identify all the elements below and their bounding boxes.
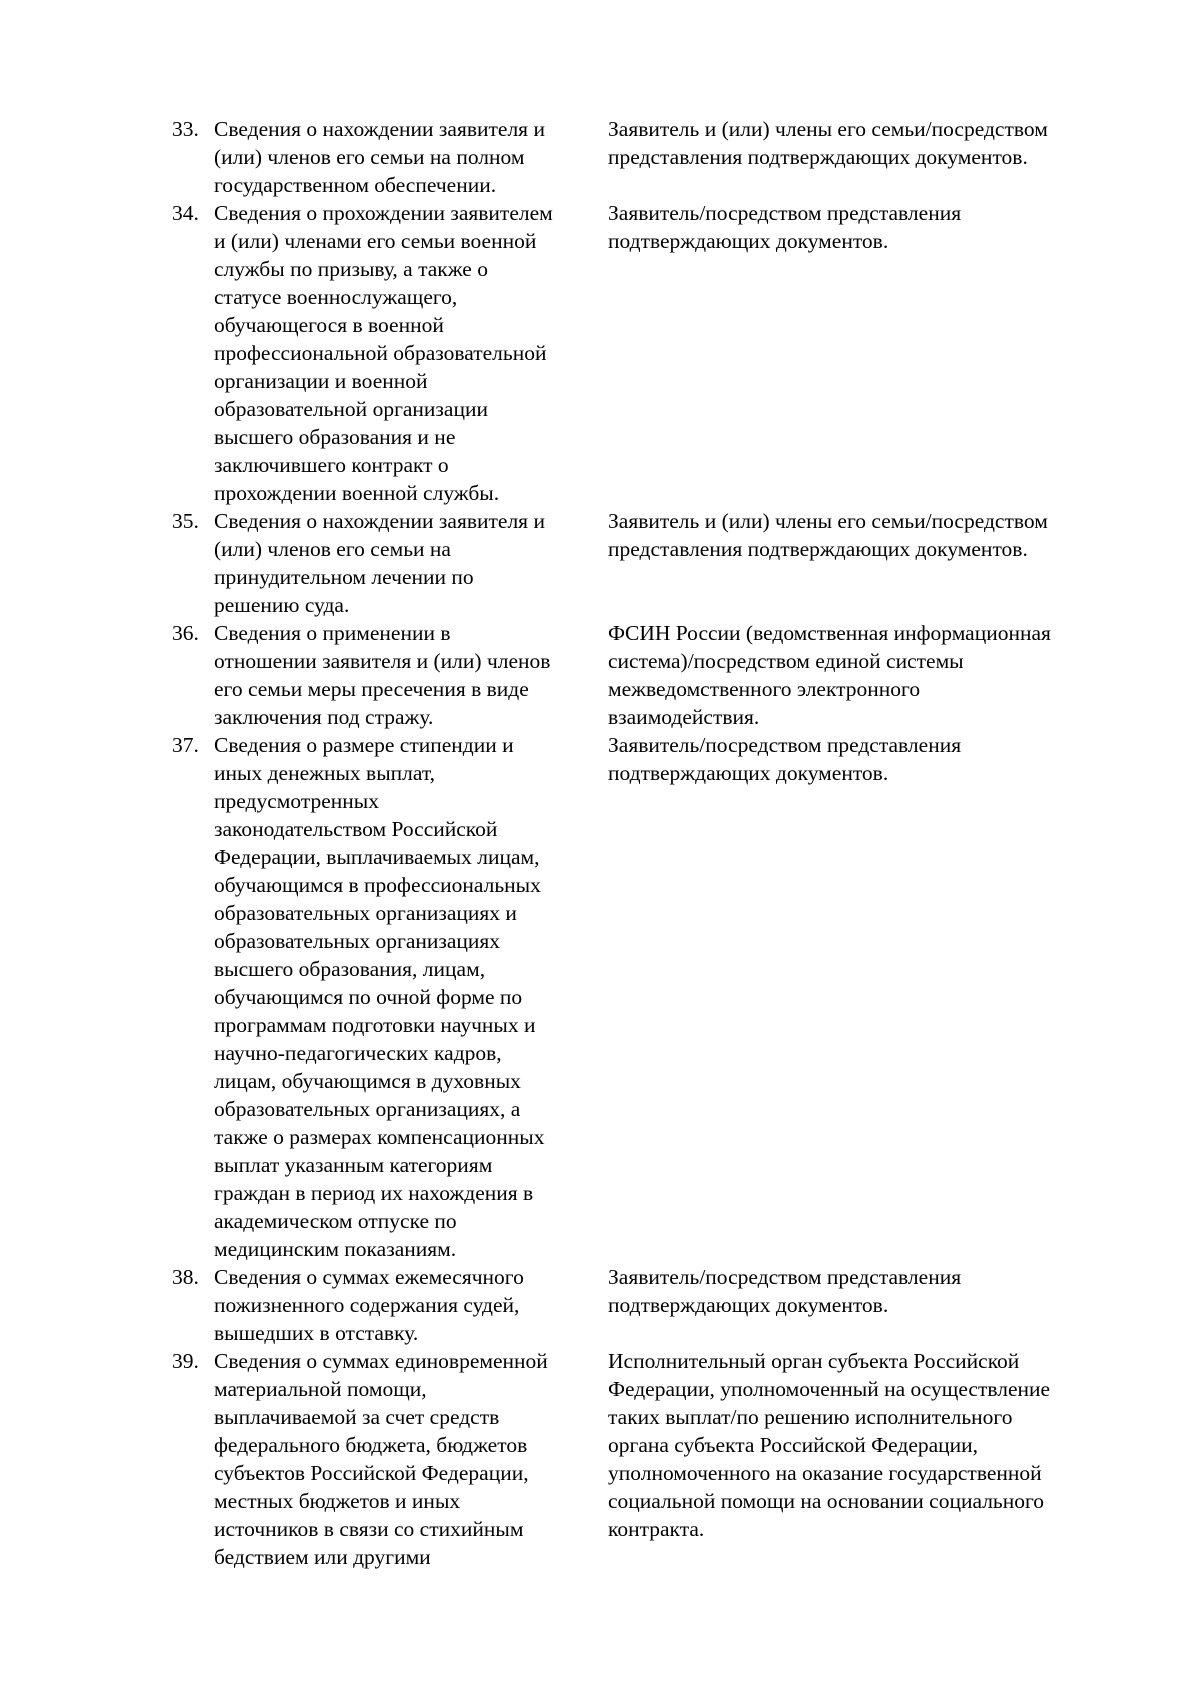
- description-line: законодательством Российской: [214, 817, 498, 841]
- description-line: отношении заявителя и (или) членов: [214, 649, 551, 673]
- description-line: организации и военной: [214, 369, 428, 393]
- description-line: субъектов Российской Федерации,: [214, 1461, 529, 1485]
- item-description: [214, 619, 608, 731]
- item-number: 35.: [172, 509, 199, 533]
- description-line: высшего образования и не: [214, 425, 456, 449]
- source-line: Заявитель/посредством представления: [608, 1265, 962, 1289]
- description-line: Федерации, выплачиваемых лицам,: [214, 845, 540, 869]
- source-line: Заявитель и (или) члены его семьи/посредством: [608, 117, 1048, 141]
- description-line: вышедших в отставку.: [214, 1321, 419, 1345]
- item-number: 38.: [172, 1265, 199, 1289]
- item-source: [608, 731, 1104, 787]
- description-line: Сведения о размере стипендии и: [214, 733, 514, 757]
- source-line: Исполнительный орган субъекта Российской: [608, 1349, 1020, 1373]
- table-row: [172, 115, 1112, 199]
- description-line: Сведения о суммах ежемесячного: [214, 1265, 524, 1289]
- item-description: [214, 1347, 608, 1571]
- source-line: подтверждающих документов.: [608, 229, 889, 253]
- description-line: решению суда.: [214, 593, 350, 617]
- description-line: лицам, обучающимся в духовных: [214, 1069, 521, 1093]
- source-line: представления подтверждающих документов.: [608, 537, 1028, 561]
- source-line: контракта.: [608, 1517, 705, 1541]
- description-line: государственном обеспечении.: [214, 173, 497, 197]
- source-line: межведомственного электронного: [608, 677, 921, 701]
- table-row: [172, 507, 1112, 619]
- description-line: профессиональной образовательной: [214, 341, 547, 365]
- item-source: [608, 507, 1104, 563]
- description-line: Сведения о нахождении заявителя и: [214, 117, 545, 141]
- description-line: (или) членов его семьи на полном: [214, 145, 525, 169]
- source-line: Заявитель/посредством представления: [608, 733, 962, 757]
- table-row: [172, 731, 1112, 1263]
- description-line: федерального бюджета, бюджетов: [214, 1433, 528, 1457]
- source-line: ФСИН России (ведомственная информационная: [608, 621, 1051, 645]
- item-description: [214, 507, 608, 619]
- description-line: заключившего контракт о: [214, 453, 449, 477]
- item-source: [608, 619, 1104, 731]
- description-line: также о размерах компенсационных: [214, 1125, 545, 1149]
- source-line: таких выплат/по решению исполнительного: [608, 1405, 1013, 1429]
- description-line: медицинским показаниям.: [214, 1237, 457, 1261]
- description-line: образовательной организации: [214, 397, 488, 421]
- document-table: [172, 115, 1112, 1571]
- description-line: образовательных организациях, а: [214, 1097, 521, 1121]
- description-line: заключения под стражу.: [214, 705, 434, 729]
- description-line: выплат указанным категориям: [214, 1153, 493, 1177]
- table-row: [172, 199, 1112, 507]
- description-line: обучающимся в профессиональных: [214, 873, 541, 897]
- description-line: академическом отпуске по: [214, 1209, 457, 1233]
- source-line: подтверждающих документов.: [608, 761, 889, 785]
- item-number: 36.: [172, 621, 199, 645]
- item-description: [214, 199, 608, 507]
- description-line: иных денежных выплат,: [214, 761, 436, 785]
- source-line: взаимодействия.: [608, 705, 760, 729]
- source-line: социальной помощи на основании социального: [608, 1489, 1045, 1513]
- description-line: научно-педагогических кадров,: [214, 1041, 502, 1065]
- source-line: органа субъекта Российской Федерации,: [608, 1433, 979, 1457]
- description-line: (или) членов его семьи на: [214, 537, 451, 561]
- item-source: [608, 199, 1104, 255]
- description-line: принудительном лечении по: [214, 565, 474, 589]
- item-number: 37.: [172, 733, 199, 757]
- source-line: система)/посредством единой системы: [608, 649, 964, 673]
- description-line: его семьи меры пресечения в виде: [214, 677, 529, 701]
- source-line: уполномоченного на оказание государственной: [608, 1461, 1042, 1485]
- description-line: высшего образования, лицам,: [214, 957, 486, 981]
- description-line: Сведения о прохождении заявителем: [214, 201, 553, 225]
- description-line: службы по призыву, а также о: [214, 257, 488, 281]
- item-source: [608, 1263, 1104, 1319]
- description-line: образовательных организациях и: [214, 901, 517, 925]
- item-number: 34.: [172, 201, 199, 225]
- description-line: образовательных организациях: [214, 929, 501, 953]
- description-line: обучающегося в военной: [214, 313, 444, 337]
- description-line: Сведения о применении в: [214, 621, 451, 645]
- source-line: Заявитель и (или) члены его семьи/посредством: [608, 509, 1048, 533]
- item-number: 33.: [172, 117, 199, 141]
- item-number: 39.: [172, 1349, 199, 1373]
- table-row: [172, 619, 1112, 731]
- description-line: источников в связи со стихийным: [214, 1517, 524, 1541]
- table-row: [172, 1263, 1112, 1347]
- description-line: бедствием или другими: [214, 1545, 431, 1569]
- description-line: материальной помощи,: [214, 1377, 427, 1401]
- source-line: подтверждающих документов.: [608, 1293, 889, 1317]
- description-line: пожизненного содержания судей,: [214, 1293, 520, 1317]
- item-description: [214, 731, 608, 1263]
- description-line: программам подготовки научных и: [214, 1013, 536, 1037]
- description-line: и (или) членами его семьи военной: [214, 229, 537, 253]
- source-line: Федерации, уполномоченный на осуществление: [608, 1377, 1051, 1401]
- description-line: Сведения о нахождении заявителя и: [214, 509, 545, 533]
- description-line: статусе военнослужащего,: [214, 285, 458, 309]
- description-line: граждан в период их нахождения в: [214, 1181, 534, 1205]
- description-line: обучающимся по очной форме по: [214, 985, 523, 1009]
- item-description: [214, 1263, 608, 1347]
- description-line: выплачиваемой за счет средств: [214, 1405, 500, 1429]
- description-line: местных бюджетов и иных: [214, 1489, 461, 1513]
- description-line: прохождении военной службы.: [214, 481, 500, 505]
- source-line: Заявитель/посредством представления: [608, 201, 962, 225]
- source-line: представления подтверждающих документов.: [608, 145, 1028, 169]
- item-description: [214, 115, 608, 199]
- description-line: Сведения о суммах единовременной: [214, 1349, 548, 1373]
- table-row: [172, 1347, 1112, 1571]
- item-source: [608, 115, 1104, 171]
- item-source: [608, 1347, 1104, 1543]
- description-line: предусмотренных: [214, 789, 379, 813]
